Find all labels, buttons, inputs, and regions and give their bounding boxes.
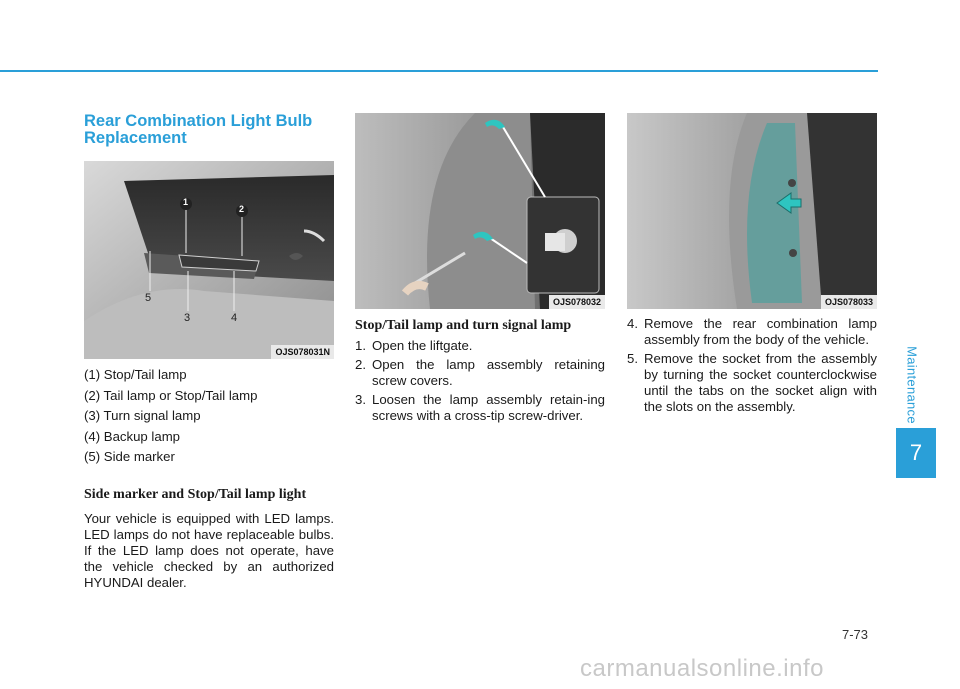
lamp-legend (84, 365, 334, 468)
side-marker-heading: Side marker and Stop/Tail lamp light (84, 486, 307, 502)
stop-tail-steps (355, 338, 605, 424)
legend-item: (1) Stop/Tail lamp (84, 367, 187, 382)
section-title: Rear Combination Light Bulb Replacement (84, 112, 313, 147)
figure-code: OJS078033 (821, 295, 877, 309)
stop-tail-heading: Stop/Tail lamp and turn signal lamp (355, 318, 572, 333)
figure-rear-lights (84, 161, 334, 359)
callout-4: 4 (231, 312, 238, 324)
legend-item: (2) Tail lamp or Stop/Tail lamp (84, 387, 258, 403)
step-number: 5. (627, 351, 638, 366)
column-middle (355, 113, 605, 427)
callout-1: 1 (183, 197, 189, 207)
site-watermark: carmanualsonline.info (580, 655, 824, 682)
figure-lamp-assembly (627, 113, 877, 309)
header-rule (0, 70, 878, 72)
side-marker-body: Your vehicle is equipped with LED lamps. LED lamps do not have replaceable bulbs. If the LED lamp does not operate, have the vehicle checked by an authorized HYUNDAI dealer. (84, 510, 334, 590)
step-text: Open the lamp assembly retaining screw covers. (372, 357, 605, 388)
step-text: Remove the rear combination lamp assembly from the body of the vehicle. (644, 316, 877, 347)
step-number: 2. (355, 357, 366, 372)
step-item (627, 316, 877, 348)
page-number: 7-73 (842, 627, 869, 642)
step-item (355, 338, 605, 354)
chapter-number-tab: 7 (896, 428, 936, 478)
figure-code: OJS078032 (549, 295, 605, 309)
continued-steps (627, 316, 877, 415)
legend-item: (4) Backup lamp (84, 428, 181, 444)
callout-5: 5 (145, 292, 152, 304)
column-left (84, 110, 334, 591)
chapter-label: Maintenance (904, 346, 920, 424)
step-number: 1. (355, 338, 366, 353)
legend-item: (5) Side marker (84, 449, 175, 464)
chapter-tab-label (882, 340, 942, 430)
step-item (627, 351, 877, 415)
step-text: Remove the socket from the assembly by turning the socket counterclockwise until the tabs on the socket align with the slots on the assembly. (644, 351, 877, 414)
legend-item: (3) Turn signal lamp (84, 408, 201, 423)
callout-3: 3 (184, 312, 191, 324)
step-item (355, 392, 605, 424)
column-right (627, 113, 877, 418)
liftgate-illustration (355, 113, 605, 309)
figure-liftgate (355, 113, 605, 309)
step-text: Open the liftgate. (372, 338, 473, 353)
step-number: 4. (627, 316, 638, 331)
callout-2: 2 (239, 204, 245, 214)
step-item (355, 357, 605, 389)
rear-lights-illustration (84, 161, 334, 359)
figure-code: OJS078031N (271, 345, 334, 359)
step-number: 3. (355, 392, 366, 407)
step-text: Loosen the lamp assembly retain-ing screws with a cross-tip screw-driver. (372, 392, 605, 423)
lamp-assembly-illustration (627, 113, 877, 309)
